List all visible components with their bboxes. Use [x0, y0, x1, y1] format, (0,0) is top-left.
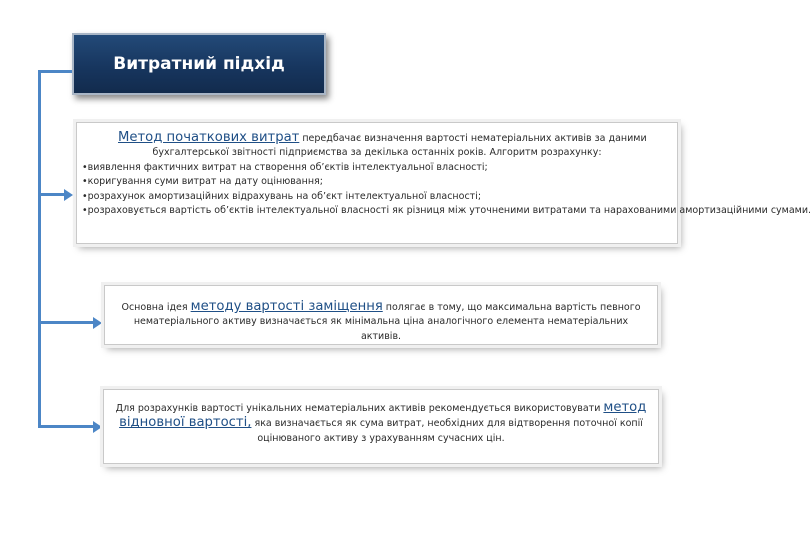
connector-branch-2 [38, 321, 95, 324]
list-item: •розрахунок амортизаційних відрахувань на об’єкт інтелектуальної власності; [82, 190, 482, 202]
card-initial-costs [76, 122, 811, 244]
connector-branch-1 [38, 193, 66, 196]
list-item: •коригування суми витрат на дату оцінювання; [82, 176, 323, 188]
card1-method-link: Метод початкових витрат [118, 130, 300, 145]
card2-before: Основна ідея [121, 302, 191, 313]
connector-stub [40, 70, 72, 73]
card2-method-link: методу вартості заміщення [190, 299, 383, 314]
card-reproduction-cost [103, 389, 659, 464]
card1-bullets [82, 161, 811, 219]
card2-text [113, 300, 649, 344]
list-item: •виявлення фактичних витрат на створення об’єктів інтелектуальної власності; [82, 161, 488, 173]
card-replacement-cost [104, 285, 658, 345]
title-box [72, 33, 326, 95]
card1-intro-line2: бухгалтерської звітності підприємства за декілька останніх років. Алгоритм розрахунку: [152, 147, 602, 159]
card3-before: Для розрахунків вартості унікальних нематеріальних активів рекомендується використовувати [115, 403, 604, 414]
list-item: •розраховується вартість об’єктів інтелектуальної власності як різниця між уточненими витратами та нарахованими амортизаційними сумами. [82, 205, 811, 217]
title-text: Витратний підхід [113, 54, 285, 74]
arrow-icon [64, 189, 73, 201]
card1-intro-line1 [82, 131, 672, 146]
arrow-icon [93, 317, 102, 329]
card3-method-link: метод відновної вартості, [119, 400, 647, 431]
card1-intro-part1: передбачає визначення вартості нематеріальних активів за даними [299, 133, 647, 144]
connector-vertical [38, 70, 41, 428]
card3-after: яка визначається як сума витрат, необхідних для відтворення поточної копії оцінюваного активу з урахуванням сучасних цін. [251, 418, 643, 444]
arrow-icon [93, 421, 102, 433]
connector-branch-3 [38, 425, 95, 428]
card3-text [112, 401, 650, 446]
card2-after: полягає в тому, що максимальна вартість певного нематеріального активу визначається як мінімальна ціна аналогічного елемента нематеріальних активів. [133, 302, 641, 342]
